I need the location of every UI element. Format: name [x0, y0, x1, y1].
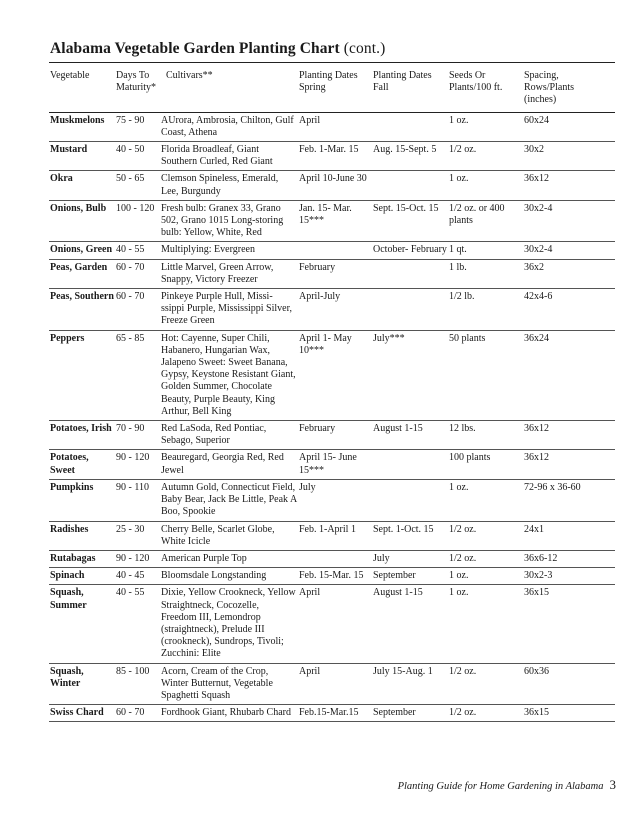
cell-vegetable: Onions, Green	[50, 244, 113, 256]
cell-fall	[372, 289, 448, 331]
table-row	[49, 171, 615, 200]
cell-days: 40 - 45	[116, 570, 145, 582]
footer-text: Planting Guide for Home Gardening in Alabama	[397, 781, 604, 792]
table-row	[49, 450, 615, 479]
cell-days: 40 - 55	[116, 587, 145, 599]
header-cultivars: Cultivars**	[166, 70, 213, 81]
table-row	[49, 550, 615, 567]
cell-seeds: 50 plants	[449, 332, 486, 344]
cell-cultivars: Hot: Cayenne, Super Chili, Habanero, Hungarian Wax, Jalapeno Sweet: Sweet Banana, Gypsy, Keystone Resistant Giant, Golden Summer, Chocolate Beauty, Purple Beauty, King Arthur, Bell King	[161, 332, 296, 417]
cell-seeds: 1 oz.	[449, 570, 469, 582]
cell-seeds: 1/2 oz.	[449, 707, 477, 719]
cell-spring: February	[299, 423, 336, 435]
cell-seeds: 1 oz.	[449, 587, 469, 599]
cell-vegetable: Swiss Chard	[50, 707, 104, 719]
cell-spring: February	[299, 261, 336, 273]
cell-spacing: 30x2-4	[524, 202, 553, 214]
cell-days: 50 - 65	[116, 173, 145, 185]
cell-cultivars: Fordhook Giant, Rhubarb Chard	[161, 707, 291, 719]
cell-vegetable: Rutabagas	[50, 552, 96, 564]
header-spring: Planting Dates Spring	[299, 70, 358, 94]
cell-seeds: 12 lbs.	[449, 423, 476, 435]
table-row	[49, 521, 615, 550]
cell-vegetable: Potatoes, Sweet	[50, 452, 89, 476]
cell-vegetable: Radishes	[50, 523, 89, 535]
cell-days: 100 - 120	[116, 202, 155, 214]
cell-vegetable: Peppers	[50, 332, 85, 344]
cell-seeds: 1/2 oz.	[449, 144, 477, 156]
cell-fall: October- February	[373, 244, 447, 256]
cell-spacing: 36x2	[524, 261, 544, 273]
cell-spring: April	[299, 114, 321, 126]
cell-days: 65 - 85	[116, 332, 145, 344]
cell-cultivars: Little Marvel, Green Arrow, Snappy, Victory Freezer	[161, 261, 274, 285]
table-row	[49, 242, 615, 259]
cell-cultivars: AUrora, Ambrosia, Chilton, Gulf Coast, Athena	[161, 114, 294, 138]
cell-spacing: 36x12	[524, 173, 549, 185]
cell-spacing: 30x2	[524, 144, 544, 156]
top-rule	[49, 62, 615, 63]
cell-spacing: 42x4-6	[524, 291, 553, 303]
cell-days: 85 - 100	[116, 665, 150, 677]
table-row	[49, 585, 615, 663]
cell-cultivars: Autumn Gold, Connecticut Field, Baby Bear, Jack Be Little, Peak A Boo, Spookie	[161, 481, 297, 518]
cell-days: 70 - 90	[116, 423, 145, 435]
cell-days: 40 - 50	[116, 144, 145, 156]
cell-fall: Aug. 15-Sept. 5	[373, 144, 437, 156]
cell-days: 25 - 30	[116, 523, 145, 535]
table-row	[49, 330, 615, 420]
cell-seeds: 1 lb.	[449, 261, 467, 273]
cell-spring: Jan. 15- Mar. 15***	[299, 202, 352, 227]
cell-cultivars: Bloomsdale Longstanding	[161, 570, 267, 582]
cell-fall: August 1-15	[373, 423, 423, 435]
cell-days: 60 - 70	[116, 291, 145, 303]
cell-spring	[298, 242, 372, 259]
cell-seeds: 1/2 lb.	[449, 291, 475, 303]
cell-cultivars: Clemson Spineless, Emerald, Lee, Burgundy	[161, 173, 279, 197]
page-footer	[398, 777, 616, 793]
table-row	[49, 568, 615, 585]
cell-seeds: 100 plants	[449, 452, 491, 464]
cell-fall: September	[373, 707, 416, 719]
cell-seeds: 1/2 oz.	[449, 552, 477, 564]
cell-spring: Feb. 1-April 1	[299, 523, 356, 535]
table-row	[49, 142, 615, 171]
planting-chart-table	[49, 68, 615, 722]
cell-vegetable: Peas, Garden	[50, 261, 108, 273]
cell-cultivars: Pinkeye Purple Hull, Missi- ssippi Purple, Mississippi Silver, Freeze Green	[161, 291, 293, 327]
cell-fall: Sept. 15-Oct. 15	[373, 202, 439, 214]
cell-fall: July 15-Aug. 1	[373, 665, 433, 677]
table-row	[49, 663, 615, 705]
cell-cultivars: Florida Broadleaf, Giant Southern Curled, Red Giant	[161, 144, 273, 168]
cell-spacing: 72-96 x 36-60	[524, 481, 581, 493]
table-row	[49, 259, 615, 288]
cell-vegetable: Potatoes, Irish	[50, 423, 112, 435]
cell-days: 60 - 70	[116, 707, 145, 719]
cell-fall	[372, 112, 448, 141]
header-fall: Planting Dates Fall	[373, 70, 432, 94]
page-title	[50, 40, 385, 58]
header-vegetable: Vegetable	[50, 70, 90, 81]
header-seeds: Seeds Or Plants/100 ft.	[449, 70, 503, 94]
cell-cultivars: Acorn, Cream of the Crop, Winter Butternut, Vegetable Spaghetti Squash	[161, 665, 273, 701]
cell-vegetable: Peas, Southern	[50, 291, 114, 303]
cell-spring: July	[299, 481, 316, 493]
cell-spacing: 36x15	[524, 707, 549, 719]
cell-spacing: 36x6-12	[524, 552, 558, 564]
cell-fall: August 1-15	[373, 587, 423, 599]
header-spacing: Spacing, Rows/Plants (inches)	[524, 70, 575, 106]
cell-spacing: 36x12	[524, 423, 549, 435]
cell-spacing: 36x12	[524, 452, 549, 464]
cell-fall: Sept. 1-Oct. 15	[373, 523, 434, 535]
cell-spring: April 15- June 15***	[299, 452, 357, 476]
cell-cultivars: Cherry Belle, Scarlet Globe, White Icicle	[161, 523, 275, 547]
cell-vegetable: Muskmelons	[50, 114, 105, 126]
cell-spring: Feb. 1-Mar. 15	[299, 144, 359, 156]
cell-spring: April 1- May 10***	[299, 332, 352, 356]
cell-vegetable: Okra	[50, 173, 73, 185]
cell-spring: April 10-June 30	[299, 173, 367, 185]
cell-spring: Feb. 15-Mar. 15	[299, 570, 364, 582]
cell-vegetable: Spinach	[50, 570, 85, 582]
cell-fall	[372, 259, 448, 288]
cell-spacing: 36x24	[524, 332, 549, 344]
cell-fall	[372, 450, 448, 479]
cell-seeds: 1/2 oz.	[449, 523, 477, 535]
cell-days: 90 - 110	[116, 481, 149, 493]
table-row	[49, 112, 615, 141]
cell-spacing: 60x36	[524, 665, 549, 677]
cell-fall: September	[373, 570, 416, 582]
cell-seeds: 1 qt.	[449, 244, 467, 256]
cell-seeds: 1 oz.	[449, 173, 469, 185]
table-row	[49, 479, 615, 521]
page-number: 3	[609, 777, 616, 792]
cell-spacing: 24x1	[524, 523, 544, 535]
cell-vegetable: Mustard	[50, 144, 88, 156]
cell-spacing: 30x2-4	[524, 244, 553, 256]
table-row	[49, 705, 615, 722]
cell-spring: April-July	[299, 291, 341, 303]
cell-spring	[298, 550, 372, 567]
cell-spring: April	[299, 587, 321, 599]
cell-seeds: 1 oz.	[449, 114, 469, 126]
cell-cultivars: Beauregard, Georgia Red, Red Jewel	[161, 452, 284, 476]
header-days: Days To Maturity*	[116, 70, 156, 94]
cell-days: 40 - 55	[116, 244, 145, 256]
cell-cultivars: Fresh bulb: Granex 33, Grano 502, Grano 1015 Long-storing bulb: Yellow, White, Red	[161, 202, 284, 239]
cell-spacing: 60x24	[524, 114, 549, 126]
table-row	[49, 289, 615, 331]
cell-vegetable: Squash, Winter	[50, 665, 84, 689]
title-suffix: (cont.)	[343, 40, 386, 57]
cell-fall: July	[373, 552, 390, 564]
cell-days: 60 - 70	[116, 261, 145, 273]
cell-seeds: 1 oz.	[449, 481, 469, 493]
cell-fall	[372, 171, 448, 200]
cell-cultivars: Red LaSoda, Red Pontiac, Sebago, Superior	[161, 423, 267, 447]
cell-vegetable: Squash, Summer	[50, 587, 87, 611]
cell-cultivars: Multiplying: Evergreen	[161, 244, 255, 256]
title-text: Alabama Vegetable Garden Planting Chart	[50, 40, 340, 57]
cell-days: 75 - 90	[116, 114, 145, 126]
cell-days: 90 - 120	[116, 452, 150, 464]
cell-seeds: 1/2 oz.	[449, 665, 477, 677]
cell-fall: July***	[373, 332, 405, 344]
cell-days: 90 - 120	[116, 552, 150, 564]
table-header-row	[49, 68, 615, 112]
cell-spacing: 30x2-3	[524, 570, 553, 582]
cell-cultivars: American Purple Top	[161, 552, 247, 564]
cell-spring: Feb.15-Mar.15	[299, 707, 359, 719]
cell-vegetable: Pumpkins	[50, 481, 94, 493]
cell-spacing: 36x15	[524, 587, 549, 599]
cell-fall	[372, 479, 448, 521]
table-row	[49, 421, 615, 450]
table-row	[49, 200, 615, 242]
cell-spring: April	[299, 665, 321, 677]
cell-seeds: 1/2 oz. or 400 plants	[449, 202, 505, 227]
cell-vegetable: Onions, Bulb	[50, 202, 107, 214]
cell-cultivars: Dixie, Yellow Crookneck, Yellow Straightneck, Cocozelle, Freedom III, Lemondrop (straightneck), Prelude III (crookneck), Sundrops, Tivoli; Zucchini: Elite	[161, 587, 296, 660]
